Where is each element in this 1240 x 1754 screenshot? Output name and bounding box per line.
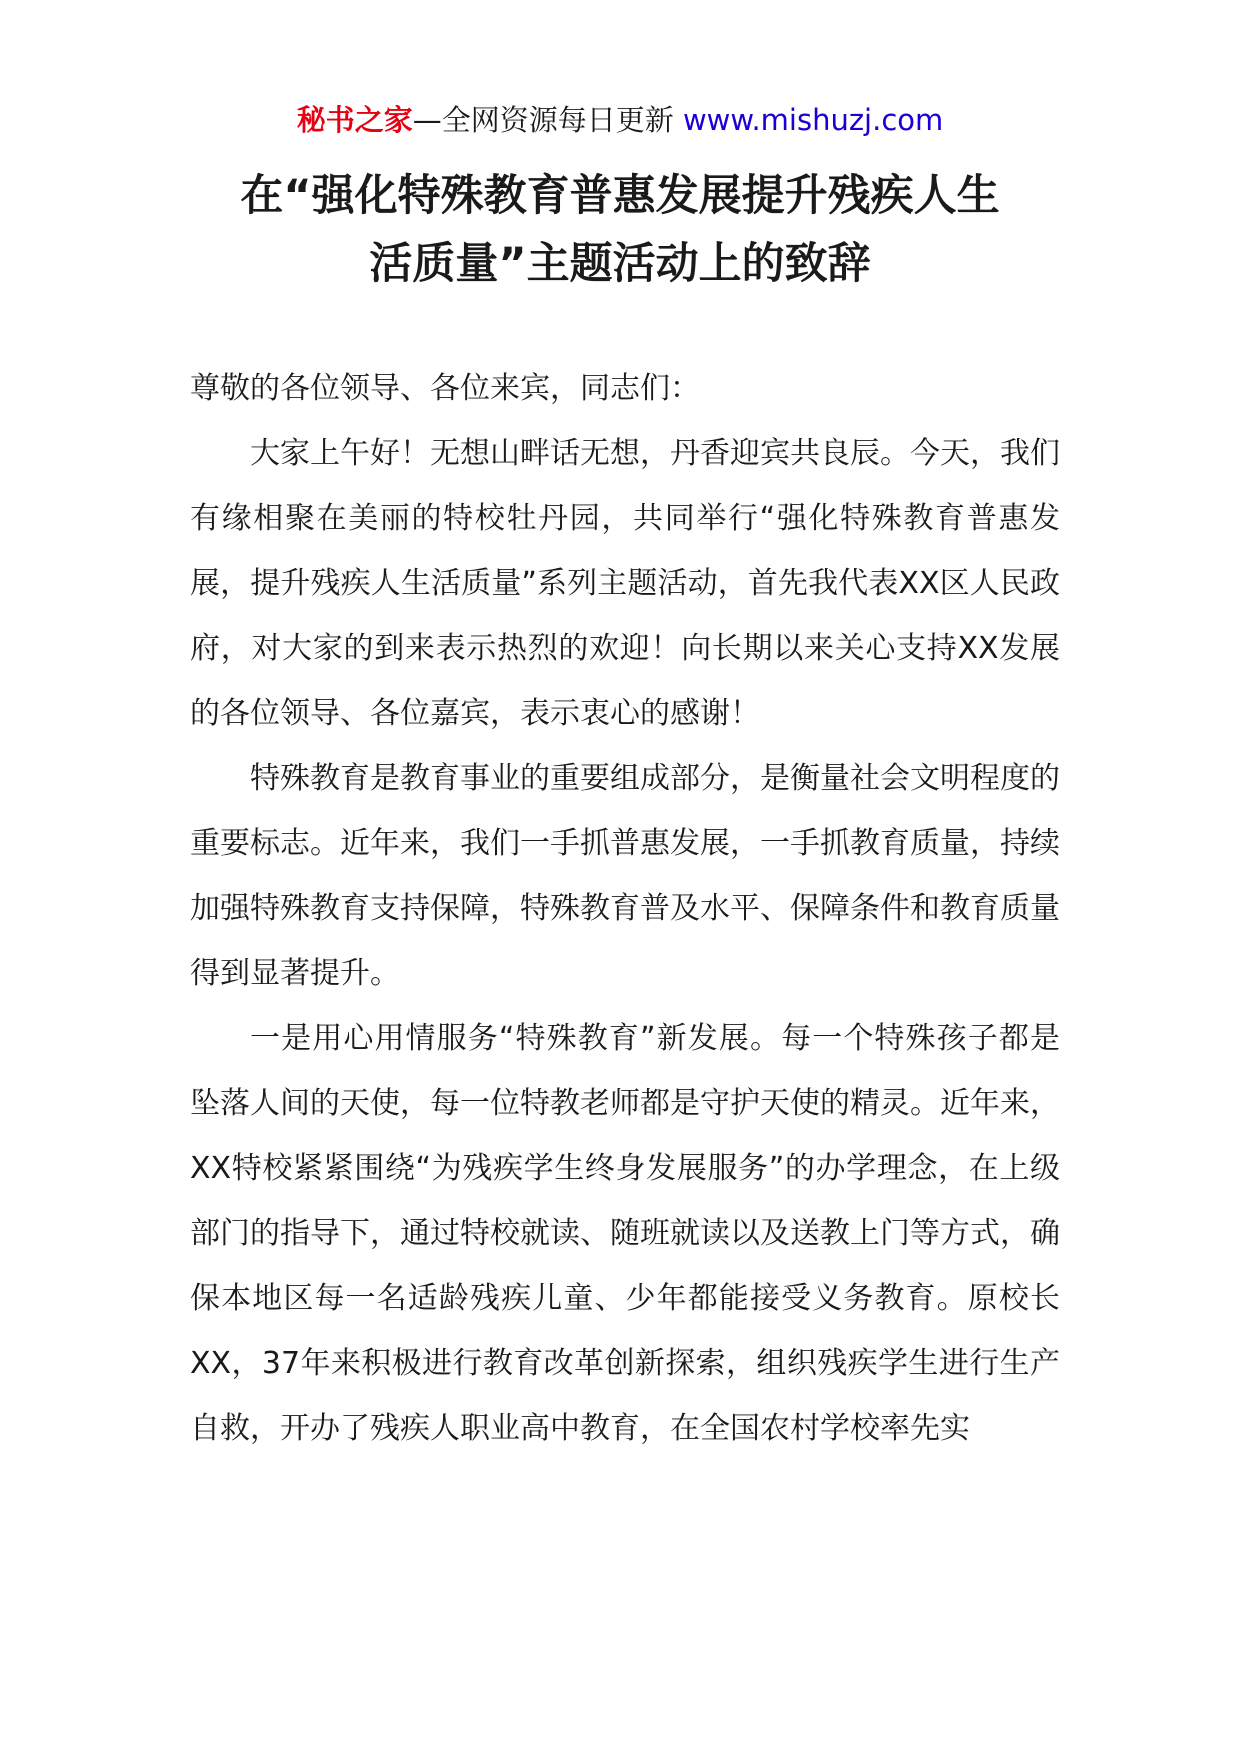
- document-body: [190, 356, 1060, 1461]
- paragraph: 特殊教育是教育事业的重要组成部分，是衡量社会文明程度的重要标志。近年来，我们一手抓普惠发展，一手抓教育质量，持续加强特殊教育支持保障，特殊教育普及水平、保障条件和教育质量得到显著提升。: [190, 761, 1060, 991]
- paragraph: 一是用心用情服务“特殊教育”新发展。每一个特殊孩子都是坠落人间的天使，每一位特教老师都是守护天使的精灵。近年来，XX特校紧紧围绕“为残疾学生终身发展服务”的办学理念，在上级部门的指导下，通过特校就读、随班就读以及送教上门等方式，确保本地区每一名适龄残疾儿童、少年都能接受义务教育。原校长XX，37年来积极进行教育改革创新探索，组织残疾学生进行生产自救，开办了残疾人职业高中教育，在全国农村学校率先实: [190, 1021, 1060, 1446]
- document-title: [150, 162, 1090, 298]
- title-line-1: 在“强化特殊教育普惠发展提升残疾人生: [240, 171, 1000, 221]
- site-brand: 秘书之家: [296, 103, 413, 137]
- title-line-2: 活质量”主题活动上的致辞: [369, 239, 871, 289]
- site-header: [0, 100, 1240, 140]
- paragraph: 大家上午好！无想山畔话无想，丹香迎宾共良辰。今天，我们有缘相聚在美丽的特校牡丹园，共同举行“强化特殊教育普惠发展，提升残疾人生活质量”系列主题活动，首先我代表XX区人民政府，对大家的到来表示热烈的欢迎！向长期以来关心支持XX发展的各位领导、各位嘉宾，表示衷心的感谢！: [190, 436, 1060, 731]
- site-url-link[interactable]: www.mishuzj.com: [682, 103, 944, 137]
- salutation: 尊敬的各位领导、各位来宾，同志们：: [190, 371, 700, 406]
- site-slogan: —全网资源每日更新: [412, 103, 683, 137]
